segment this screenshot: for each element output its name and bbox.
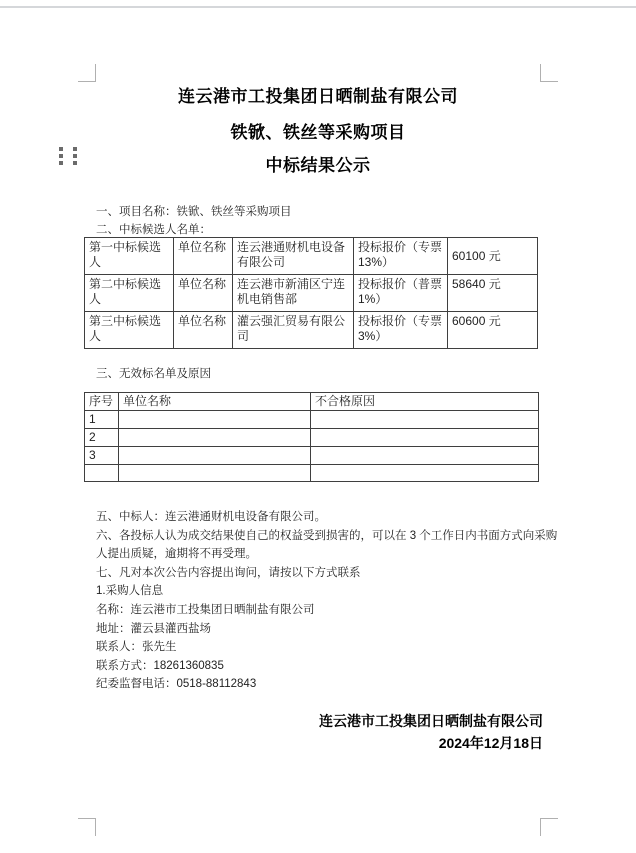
invalid-bids-table (84, 392, 539, 482)
section-6-objection-line1: 六、各投标人认为成交结果使自己的权益受到损害的，可以在 3 个工作日内书面方式向采购 (96, 529, 558, 542)
invalid-company (119, 447, 311, 465)
candidate-rank: 第一中标候选人 (85, 238, 174, 275)
section-5-winner: 五、中标人：连云港通财机电设备有限公司。 (96, 511, 326, 523)
invalid-col-reason: 不合格原因 (311, 393, 539, 411)
candidate-field-label: 单位名称 (174, 238, 233, 275)
margin-crop-mark-bottom-right (540, 818, 558, 836)
document-title-announcement: 中标结果公示 (265, 156, 371, 175)
table-row (85, 429, 539, 447)
invalid-company (119, 429, 311, 447)
candidate-price-label: 投标报价（普票1%） (354, 275, 448, 312)
margin-crop-mark-bottom-left (78, 818, 96, 836)
invalid-reason (311, 411, 539, 429)
contact-info-block (96, 508, 566, 694)
section-1-heading: 一、项目名称：铁锨、铁丝等采购项目 (96, 206, 292, 218)
candidate-rank: 第三中标候选人 (85, 312, 174, 349)
candidate-price-label: 投标报价（专票3%） (354, 312, 448, 349)
invalid-seq: 3 (85, 447, 119, 465)
table-row (85, 465, 539, 482)
buyer-info-heading: 1.采购人信息 (96, 585, 164, 598)
candidate-company: 连云港市新浦区宁连机电销售部 (233, 275, 354, 312)
buyer-address: 地址：灌云县灌西盐场 (96, 622, 211, 635)
candidate-amount: 60600 元 (448, 312, 538, 349)
invalid-company (119, 411, 311, 429)
invalid-reason (311, 429, 539, 447)
document-page (0, 8, 636, 853)
buyer-name: 名称：连云港市工投集团日晒制盐有限公司 (96, 603, 315, 616)
candidates-table (84, 237, 538, 349)
margin-crop-mark-top-left (78, 64, 96, 82)
candidate-amount: 60100 元 (448, 238, 538, 275)
section-7-inquiry: 七、凡对本次公告内容提出询问，请按以下方式联系 (96, 566, 361, 579)
invalid-seq: 1 (85, 411, 119, 429)
candidate-field-label: 单位名称 (174, 275, 233, 312)
supervision-phone: 纪委监督电话：0518-88112843 (96, 678, 257, 691)
section-3-heading: 三、无效标名单及原因 (96, 368, 211, 380)
section-2-heading: 二、中标候选人名单： (96, 224, 211, 236)
table-header-row (85, 393, 539, 411)
table-row (85, 447, 539, 465)
document-title-company: 连云港市工投集团日晒制盐有限公司 (178, 87, 458, 106)
invalid-reason (311, 447, 539, 465)
table-row (85, 238, 538, 275)
invalid-seq: 2 (85, 429, 119, 447)
table-row (85, 275, 538, 312)
invalid-col-company: 单位名称 (119, 393, 311, 411)
invalid-company (119, 465, 311, 482)
contact-phone: 联系方式：18261360835 (96, 659, 224, 672)
signature-date: 2024年12月18日 (438, 735, 543, 751)
candidate-company: 灌云强汇贸易有限公司 (233, 312, 354, 349)
invalid-col-seq: 序号 (85, 393, 119, 411)
signature-company: 连云港市工投集团日晒制盐有限公司 (319, 713, 543, 729)
margin-crop-mark-top-right (540, 64, 558, 82)
candidate-amount: 58640 元 (448, 275, 538, 312)
invalid-seq (85, 465, 119, 482)
candidate-field-label: 单位名称 (174, 312, 233, 349)
candidate-company: 连云港通财机电设备有限公司 (233, 238, 354, 275)
contact-person: 联系人：张先生 (96, 641, 177, 654)
candidate-price-label: 投标报价（专票13%） (354, 238, 448, 275)
candidate-rank: 第二中标候选人 (85, 275, 174, 312)
table-row (85, 411, 539, 429)
section-6-objection-line2: 人提出质疑，逾期将不再受理。 (96, 548, 257, 561)
table-row (85, 312, 538, 349)
invalid-reason (311, 465, 539, 482)
document-title-project: 铁锨、铁丝等采购项目 (230, 123, 406, 142)
